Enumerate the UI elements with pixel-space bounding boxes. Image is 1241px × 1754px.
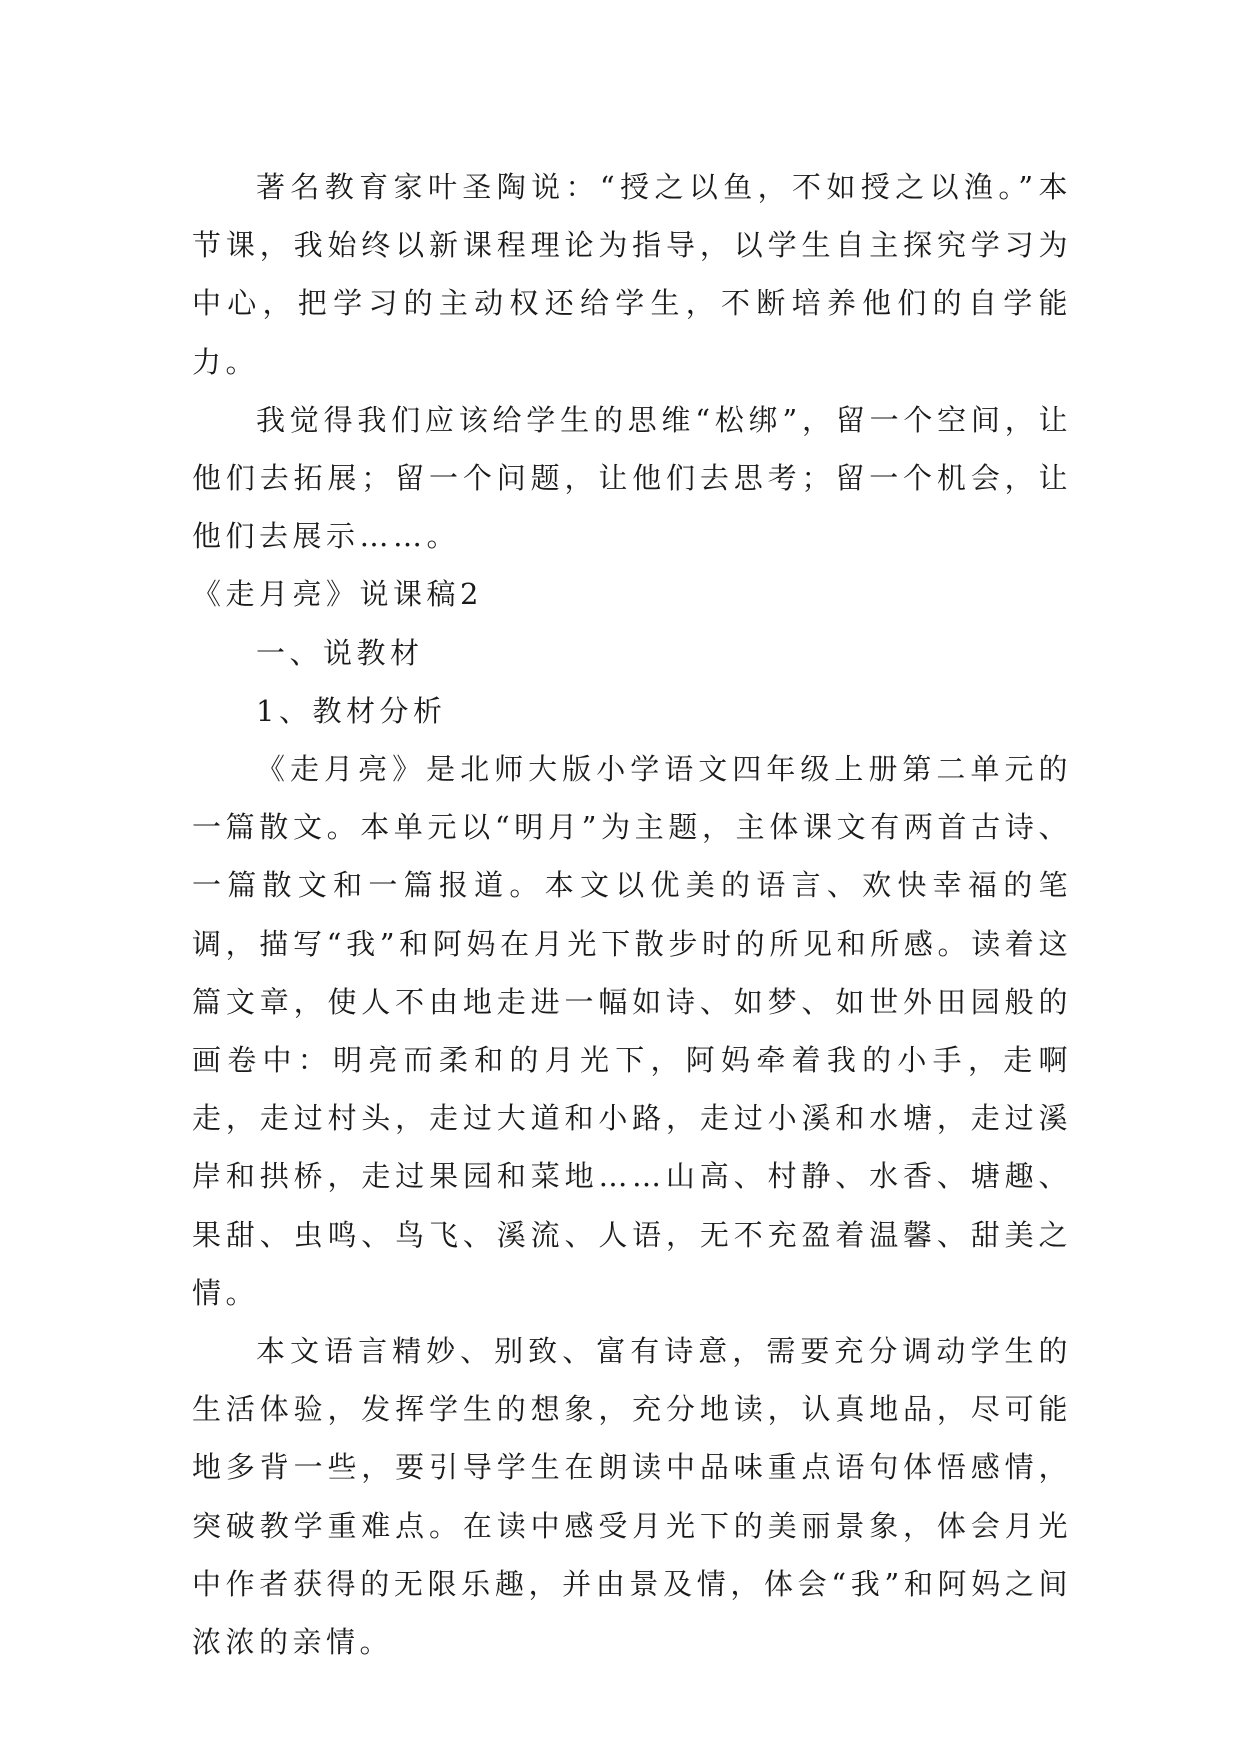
paragraph-thinking: 我觉得我们应该给学生的思维“松绑”，留一个空间，让他们去拓展；留一个问题，让他们去思考；留一个机会，让他们去展示……。 xyxy=(192,402,1072,554)
subheading-analysis: 1、教材分析 xyxy=(256,693,447,728)
paragraph-analysis-1: 《走月亮》是北师大版小学语文四年级上册第二单元的一篇散文。本单元以“明月”为主题，主体课文有两首古诗、一篇散文和一篇报道。本文以优美的语言、欢快幸福的笔调，描写“我”和阿妈在月光下散步时的所见和所感。读着这篇文章，使人不由地走进一幅如诗、如梦、如世外田园般的画卷中：明亮而柔和的月光下，阿妈牵着我的小手，走啊走，走过村头，走过大道和小路，走过小溪和水塘，走过溪岸和拱桥，走过果园和菜地……山高、村静、水香、塘趣、果甜、虫鸣、鸟飞、溪流、人语，无不充盈着温馨、甜美之情。 xyxy=(192,752,1072,1310)
paragraph-quote: 著名教育家叶圣陶说：“授之以鱼，不如授之以渔。”本节课，我始终以新课程理论为指导，以学生自主探究学习为中心，把学习的主动权还给学生，不断培养他们的自学能力。 xyxy=(192,170,1072,379)
section-title: 《走月亮》说课稿2 xyxy=(192,577,483,612)
subheading-textbook: 一、说教材 xyxy=(256,635,424,670)
paragraph-analysis-2: 本文语言精妙、别致、富有诗意，需要充分调动学生的生活体验，发挥学生的想象，充分地读，认真地品，尽可能地多背一些，要引导学生在朗读中品味重点语句体悟感情，突破教学重难点。在读中感受月光下的美丽景象，体会月光中作者获得的无限乐趣，并由景及情，体会“我”和阿妈之间浓浓的亲情。 xyxy=(192,1334,1072,1660)
document-body xyxy=(192,158,1072,1671)
